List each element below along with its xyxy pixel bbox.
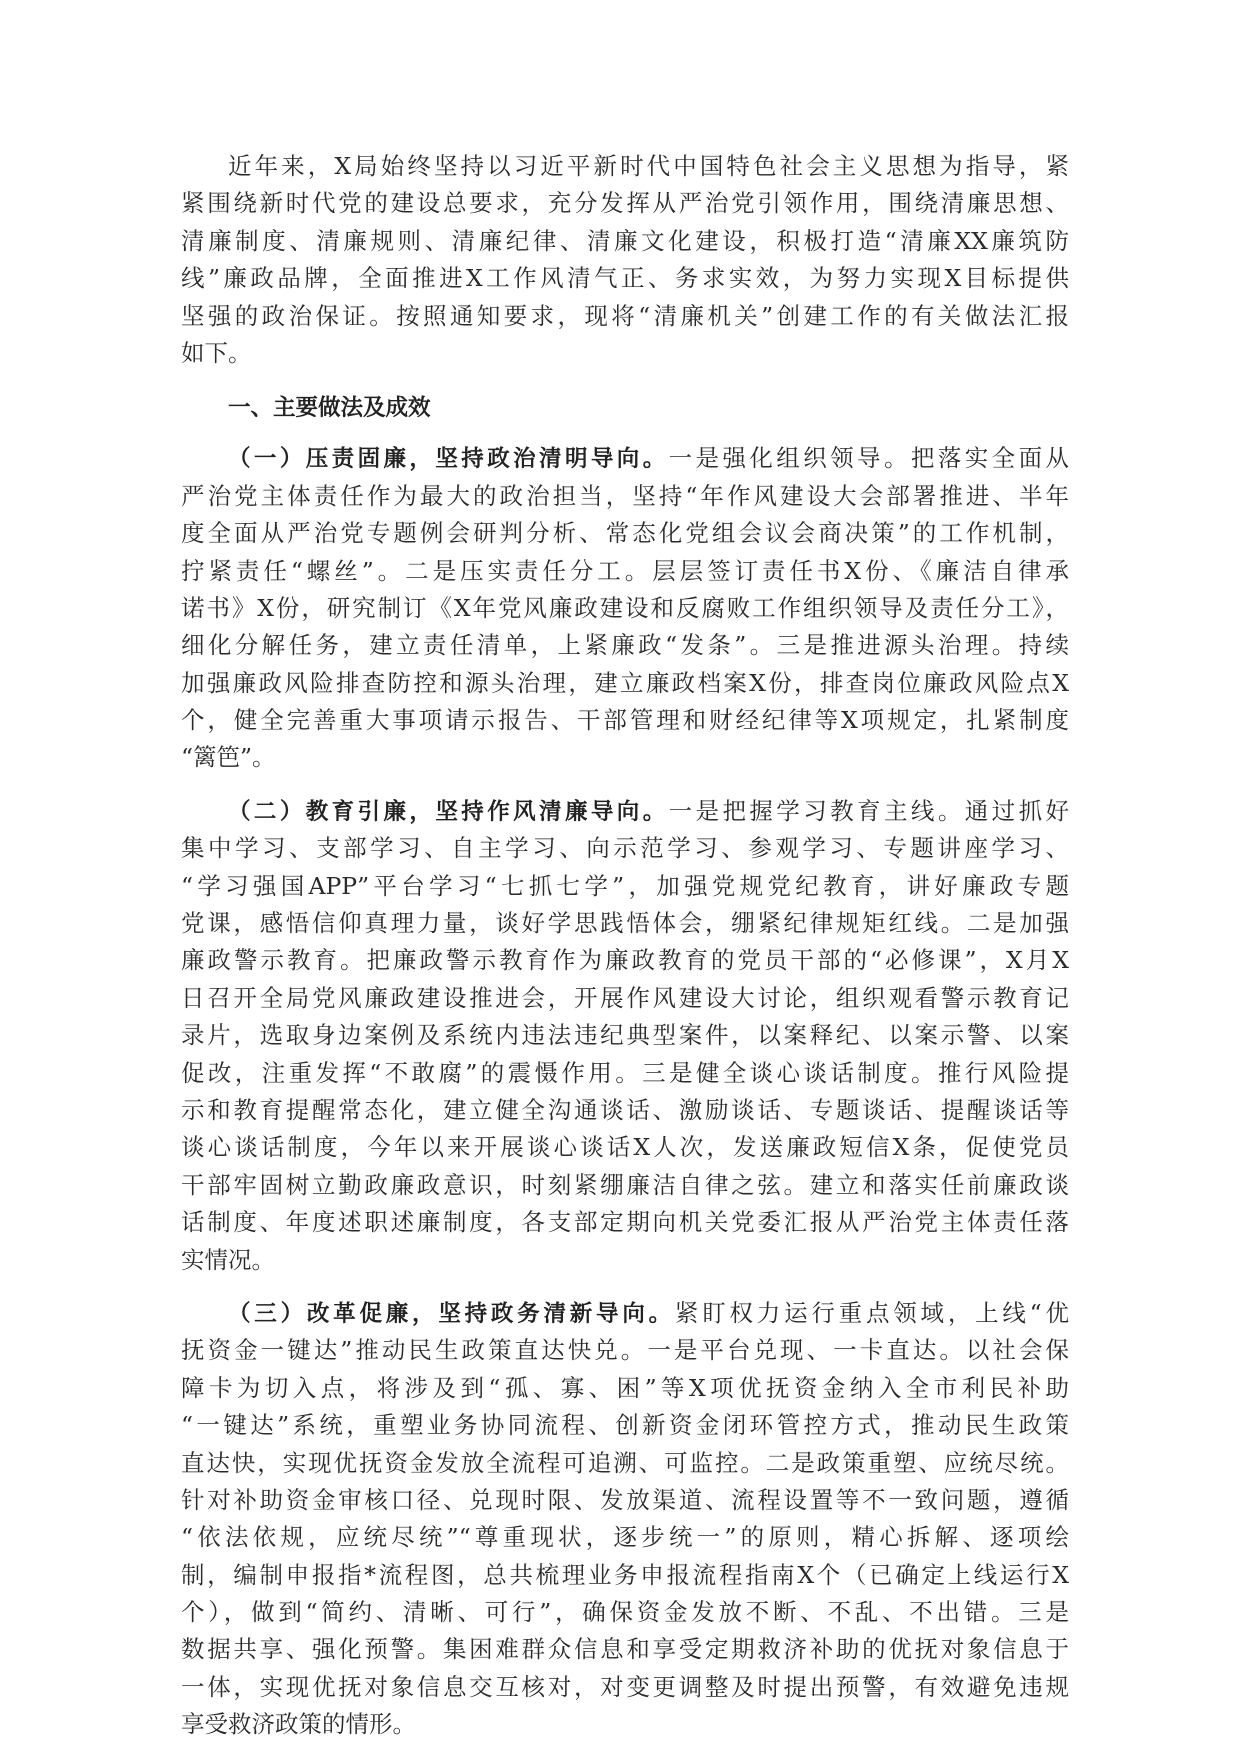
- text-line: 促改，注重发挥“不敢腐”的震慑作用。三是健全谈心谈话制度。推行风险提: [181, 1058, 1069, 1087]
- text-line: “一键达”系统，重塑业务协同流程、创新资金闭环管控方式，推动民生政策: [181, 1411, 1069, 1440]
- text-line: 度全面从严治党专题例会研判分析、常态化党组会议会商决策”的工作机制，: [181, 519, 1069, 548]
- intro-paragraph: [181, 148, 1069, 372]
- text-line: 诺书》X份，研究制订《X年党风廉政建设和反腐败工作组织领导及责任分工》，: [181, 593, 1069, 622]
- text-line: 坚强的政治保证。按照通知要求，现将“清廉机关”创建工作的有关做法汇报: [181, 301, 1069, 330]
- text-line: “依法依规，应统尽统”“尊重现状，逐步统一”的原则，精心拆解、逐项绘: [181, 1523, 1069, 1552]
- text-span: 紧盯权力运行重点领域，上线“优: [674, 1298, 1069, 1327]
- item-first-line: [181, 1295, 1069, 1332]
- text-line: 加强廉政风险排查防控和源头治理，建立廉政档案X份，排查岗位廉政风险点X: [181, 668, 1069, 697]
- text-line: 党课，感悟信仰真理力量，谈好学思践悟体会，绷紧纪律规矩红线。二是加强: [181, 909, 1069, 938]
- text-line: 集中学习、支部学习、自主学习、向示范学习、参观学习、专题讲座学习、: [181, 834, 1069, 863]
- item-lead: （三）改革促廉，坚持政务清新导向。: [228, 1300, 675, 1327]
- section-heading: 一、主要做法及成效: [228, 395, 431, 422]
- item1-paragraph: [181, 440, 1069, 777]
- text-line: 话制度、年度述职述廉制度，各支部定期向机关党委汇报从严治党主体责任落: [181, 1208, 1069, 1237]
- text-line: 示和教育提醒常态化，建立健全沟通谈话、激励谈话、专题谈话、提醒谈话等: [181, 1095, 1069, 1124]
- text-line: 如下。: [181, 338, 252, 367]
- text-line: 个），做到“简约、清晰、可行”，确保资金发放不断、不乱、不出错。三是: [181, 1598, 1069, 1627]
- item-lead: （二）教育引廉，坚持作风清廉导向。: [228, 798, 669, 825]
- text-line: 干部牢固树立勤政廉政意识，时刻紧绷廉洁自律之弦。建立和落实任前廉政谈: [181, 1170, 1069, 1199]
- text-line: 录片，选取身边案例及系统内违法违纪典型案件，以案释纪、以案示警、以案: [181, 1021, 1069, 1050]
- text-line: 线”廉政品牌，全面推进X工作风清气正、务求实效，为努力实现X目标提供: [181, 264, 1069, 293]
- text-line: 个，健全完善重大事项请示报告、干部管理和财经纪律等X项规定，扎紧制度: [181, 706, 1069, 735]
- text-line: “学习强国APP”平台学习“七抓七学”，加强党规党纪教育，讲好廉政专题: [181, 871, 1069, 900]
- text-line: 细化分解任务，建立责任清单，上紧廉政“发条”。三是推进源头治理。持续: [181, 631, 1069, 660]
- text-span: 一是把握学习教育主线。通过抓好: [668, 796, 1069, 825]
- text-line: 实情况。: [181, 1245, 275, 1274]
- item3-paragraph: [181, 1295, 1069, 1744]
- text-line: 障卡为切入点，将涉及到“孤、寡、困”等X项优抚资金纳入全市利民补助: [181, 1373, 1069, 1402]
- text-span: 一是强化组织领导。把落实全面从: [668, 444, 1069, 473]
- text-line: 直达快，实现优抚资金发放全流程可追溯、可监控。二是政策重塑、应统尽统。: [181, 1448, 1069, 1477]
- text-line: 享受救济政策的情形。: [181, 1710, 416, 1739]
- text-line: 廉政警示教育。把廉政警示教育作为廉政教育的党员干部的“必修课”，X月X: [181, 946, 1069, 975]
- text-line: 严治党主体责任作为最大的政治担当，坚持“年作风建设大会部署推进、半年: [181, 481, 1069, 510]
- text-line: 抚资金一键达”推动民生政策直达快兑。一是平台兑现、一卡直达。以社会保: [181, 1336, 1069, 1365]
- item2-paragraph: [181, 793, 1069, 1279]
- text-line: 数据共享、强化预警。集困难群众信息和享受定期救济补助的优抚对象信息于: [181, 1635, 1069, 1664]
- text-line: 紧围绕新时代党的建设总要求，充分发挥从严治党引领作用，围绕清廉思想、: [181, 189, 1069, 218]
- text-line: 近年来，X局始终坚持以习近平新时代中国特色社会主义思想为指导，紧: [228, 152, 1069, 180]
- item-first-line: [181, 793, 1069, 830]
- text-line: 日召开全局党风廉政建设推进会，开展作风建设大讨论，组织观看警示教育记: [181, 983, 1069, 1012]
- text-line: 谈心谈话制度，今年以来开展谈心谈话X人次，发送廉政短信X条，促使党员: [181, 1133, 1069, 1162]
- item-lead: （一）压责固廉，坚持政治清明导向。: [228, 446, 669, 473]
- text-line: 制，编制申报指*流程图，总共梳理业务申报流程指南X个（已确定上线运行X: [181, 1560, 1069, 1589]
- text-line: “篱笆”。: [181, 743, 276, 772]
- text-line: 针对补助资金审核口径、兑现时限、发放渠道、流程设置等不一致问题，遵循: [181, 1485, 1069, 1514]
- item-first-line: [181, 440, 1069, 477]
- text-line: 清廉制度、清廉规则、清廉纪律、清廉文化建设，积极打造“清廉XX廉筑防: [181, 226, 1069, 255]
- document-page: [181, 148, 1069, 1744]
- text-line: 一体，实现优抚对象信息交互核对，对变更调整及时提出预警，有效避免违规: [181, 1672, 1069, 1701]
- text-line: 拧紧责任“螺丝”。二是压实责任分工。层层签订责任书X份、《廉洁自律承: [181, 556, 1069, 585]
